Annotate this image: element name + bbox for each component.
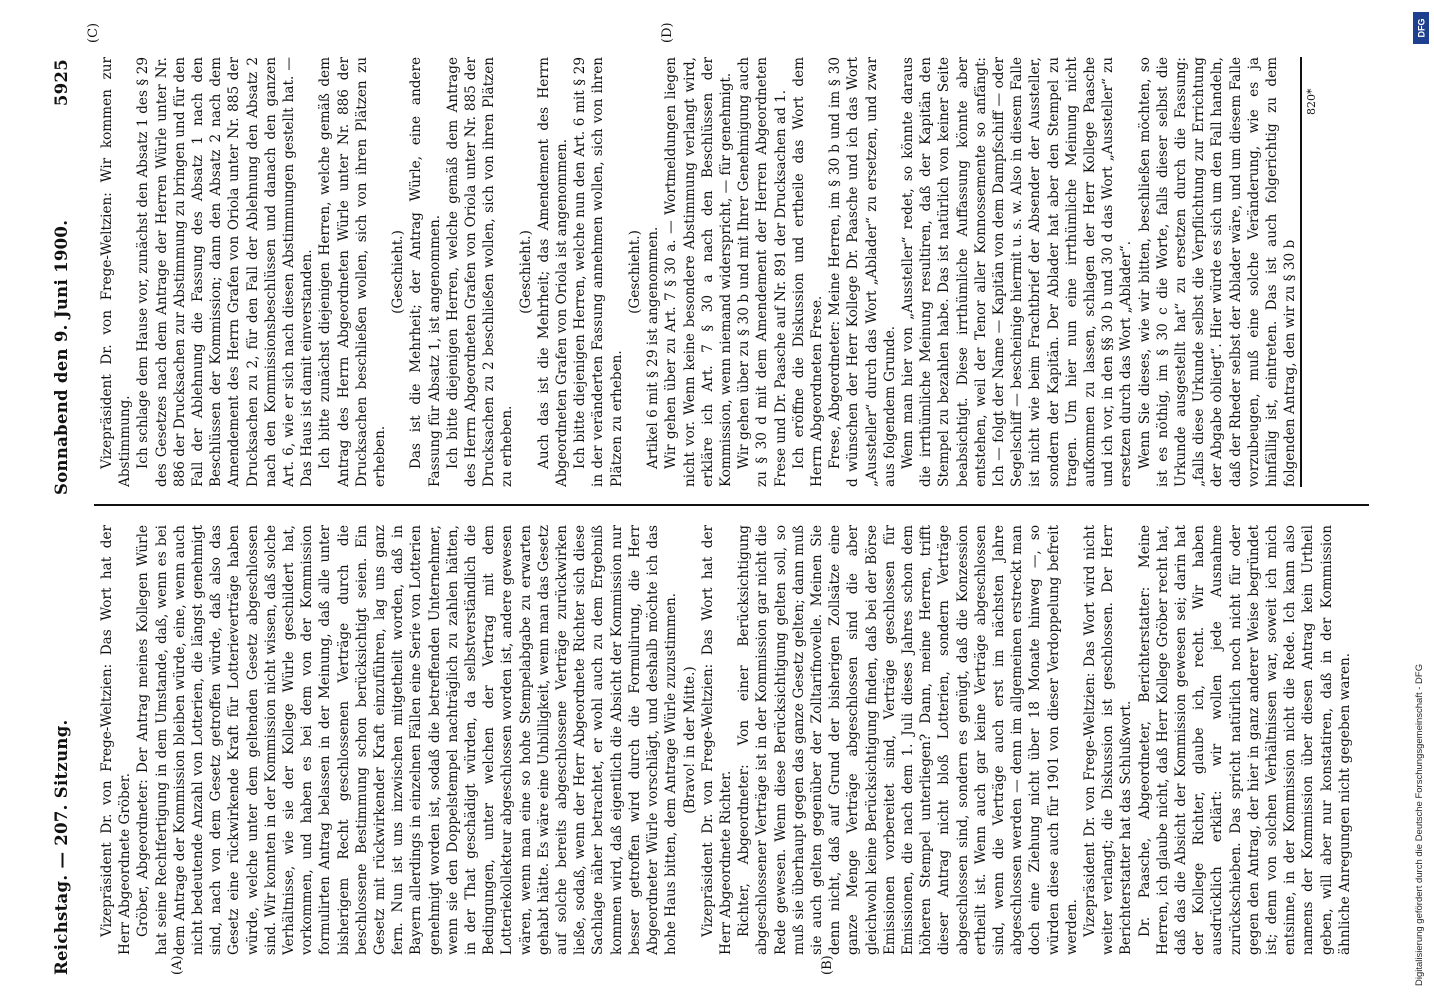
- paragraph: Artikel 6 mit § 29 ist angenommen.: [645, 226, 662, 469]
- right-column: [98, 57, 1370, 487]
- footer-rule: [1300, 57, 1302, 487]
- paragraph: Gröber, Abgeordneter: Der Antrag meines Kollegen Würle hat seine Rechtfertigung in dem Umstande, daß, wenn es bei dem Antrage der Kommission bleiben würde, eine, wenn auch nicht bedeutende Anzahl von Lotterien, die längst genehmigt sind, nach von dem Gesetz getroffen würde, daß also das Gesetz eine rückwirkende Kraft für Lotterieverträge haben würde, welche unter dem geltenden Gesetz abgeschlossen sind. Wir konnten in der Kommission nicht wissen, daß solche Verhältnisse, wie sie der Kollege Würle geschildert hat, vorkommen, und haben es bei dem von der Kommission formulirten Antrag belassen in der Meinung, daß alle unter bisherigem Recht geschlossenen Verträge durch die beschlossene Bestimmung schon berücksichtigt seien. Ein Gesetz mit rückwirkender Kraft einzuführen, lag uns ganz fern. Nun ist uns inzwischen mitgetheilt worden, daß in Bayern allerdings in einzelnen Fällen eine Serie von Lotterien genehmigt worden ist, sodaß die betreffenden Unternehmer, wenn sie den Doppelstempel nachträglich zu zahlen hätten, in der That geschädigt würden, da selbstverständlich die Bedingungen, unter welchen der Vertrag mit dem Lotteriekollekteur abgeschlossen worden ist, andere gewesen wären, wenn man eine so hohe Stempelabgabe zu erwarten gehabt hätte. Es wäre eine Unbilligkeit, wenn man das Gesetz auf solche bereits abgeschlossene Verträge zurückwirken ließe, sodaß, wenn der Herr Abgeordnete Richter sich diese Sachlage näher betrachtet, er wohl auch zu dem Ergebniß kommen wird, daß eigentlich die Absicht der Kommission nur besser getroffen wird durch die Formulirung, die Herr Abgeordneter Würle vorschlägt, und deshalb möchte ich das hohe Haus bitten, dem Antrage Würle zuzustimmen.: [135, 525, 680, 955]
- paragraph: Wir gehen über zu § 30 b und mit Ihrer Genehmigung auch zu § 30 d mit dem Amendement der Herren Abgeordneten Frese und Dr. Paasche auf Nr. 891 der Drucksachen ad 1.: [736, 57, 789, 487]
- paragraph: Frese, Abgeordneter: Meine Herren, im § 30 b und im § 30 d wünschen der Herr Kollege Dr. Paasche und ich das Wort „Aussteller“ durch das Wort „Ablader“ zu ersetzen, und zwar aus folgendem Grunde.: [827, 57, 898, 487]
- paragraph: Ich bitte diejenigen Herren, welche gemäß dem Antrage des Herrn Abgeordneten Grafen von Oriola unter Nr. 885 der Drucksachen zu 2 beschließen wollen, sich von ihren Plätzen zu erheben.: [444, 57, 516, 487]
- paragraph: Ich bitte zunächst diejenigen Herren, welche gemäß dem Antrag des Herrn Abgeordneten Würle unter Nr. 886 der Drucksachen beschließen wollen, sich von ihren Plätzen zu erheben.: [317, 57, 389, 487]
- paragraph: Wenn Sie dieses, wie wir bitten, beschließen möchten, so ist es nöthig, im § 30 c die Worte, falls dieser selbst die Urkunde ausgestellt hat“ zu ersetzen durch die Fassung: „falls diese Urkunde selbst die Verpflichtung zur Errichtung der Abgabe obliegt“. Hier würde es sich um den Fall handeln, daß der Rheder selbst der Ablader wäre, und um diesem Falle vorzubeugen, muß eine solche Veränderung, wie es ja hinfällig ist, eintreten. Das ist auch folgerichtig zu dem folgenden Antrag, den wir zu § 30 b: [1136, 57, 1299, 487]
- paragraph: (Geschieht.): [390, 230, 407, 314]
- paragraph: Das ist die Mehrheit; der Antrag Würle, eine andere Fassung für Absatz 1, ist angenommen.: [408, 57, 443, 487]
- paragraph: Ich eröffne die Diskussion und ertheile das Wort dem Herrn Abgeordneten Frese.: [790, 57, 825, 487]
- dfg-strip: [1412, 6, 1430, 986]
- margin-mark-a: (A): [170, 955, 185, 975]
- paragraph: Ich bitte diejenigen Herren, welche nun den Art. 6 mit § 29 in der veränderten Fassung annehmen wollen, sich von ihren Plätzen zu erheben.: [572, 57, 625, 487]
- running-header: [50, 55, 86, 975]
- margin-mark-d: (D): [660, 22, 675, 43]
- paragraph: Wir gehen über zu Art. 7 § 30 a. — Wortmeldungen liegen nicht vor. Wenn keine besondere Abstimmung verlangt wird, erkläre ich Art. 7 § 30 a nach den Beschlüssen der Kommission, wenn niemand widerspricht, — für genehmigt.: [663, 57, 734, 487]
- paragraph: Auch das ist die Mehrheit; das Amendement des Herrn Abgeordneten Grafen von Oriola ist angenommen.: [535, 57, 571, 487]
- paragraph: Vizepräsident Dr. von Frege-Weltzien: Das Wort hat der Herr Abgeordnete Richter.: [699, 525, 734, 955]
- paragraph: Wenn man hier von „Aussteller“ redet, so könnte daraus die irrthümliche Meinung resultiren, daß der Kapitän den Stempel zu bezahlen habe. Das ist natürlich von keiner Seite beabsichtigt. Diese irrthümliche Auffassung könnte aber entstehen, weil der Tenor aller Konnossemente so anfängt: Ich — folgt der Name — Kapitän von dem Dampfschiff — oder Segelschiff — bescheinige hiermit u. s. w. Also in diesem Falle ist nicht wie beim Frachtbrief der Absender der Aussteller, sondern der Kapitän. Der Ablader hat aber den Stempel zu tragen. Um hier nun eine irrthümliche Meinung nicht aufkommen zu lassen, schlagen der Herr Kollege Paasche und ich vor, in den §§ 30 b und 30 d das Wort „Aussteller“ zu ersetzen durch das Wort „Ablader“.: [899, 57, 1135, 487]
- rotated-page: [50, 22, 1370, 975]
- dfg-logo: [1413, 12, 1429, 44]
- paragraph: Ich schlage dem Hause vor, zunächst den Absatz 1 des § 29 des Gesetzes nach dem Antrage der Herren Würle unter Nr. 886 der Drucksachen zur Abstimmung zu bringen und für den Fall der Ablehnung die Fassung des Absatz 1 nach den Beschlüssen der Kommission; dann den Absatz 2 nach dem Amendement des Herrn Grafen von Oriola unter Nr. 885 der Drucksachen zu 2, für den Fall der Ablehnung den Absatz 2 nach den Kommissionsbeschlüssen und danach den ganzen Art. 6, wie er sich nach diesen Abstimmungen gestellt hat. — Das Haus ist damit einverstanden.: [135, 57, 316, 487]
- paragraph: Richter, Abgeordneter: Von einer Berücksichtigung abgeschlossener Verträge ist in der Kommission gar nicht die Rede gewesen. Wenn diese Berücksichtigung gelten soll, so muß sie überhaupt gegen das ganze Gesetz gelten; dann muß sie auch gelten gegenüber der Zolltarifnovelle. Meinen Sie denn nicht, daß auf Grund der bisherigen Zollsätze eine ganze Menge Verträge abgeschlossen sind die aber gleichwohl keine Berücksichtigung finden, daß bei der Börse Emissionen vorbereitet sind, Verträge geschlossen für Emissionen, die nach dem 1. Juli dieses Jahres schon dem höheren Stempel unterliegen? Dann, meine Herren, trifft dieser Antrag nicht bloß Lotterien, sondern Verträge abgeschlossen sind, sondern es genügt, daß die Konzession ertheilt ist. Wenn auch gar keine Verträge abgeschlossen sind, wenn die Verträge auch erst im nächsten Jahre abgeschlossen werden — denn im allgemeinen erstreckt man doch eine Ziehung nicht über 18 Monate hinweg —, so würden diese auch für 1901 von dieser Verdoppelung befreit werden.: [736, 525, 1080, 955]
- dfg-notice: Digitalisierung gefördert durch die Deutsche Forschungsgemeinschaft - DFG: [1414, 663, 1425, 986]
- left-column: [98, 525, 1370, 955]
- paragraph: Vizepräsident Dr. von Frege-Weltzien: Das Wort hat der Herr Abgeordnete Gröber.: [99, 525, 134, 955]
- signature-mark: 820*: [1305, 88, 1318, 115]
- column-divider: [94, 504, 1369, 506]
- dfg-logo-text: DFG: [1416, 18, 1426, 38]
- paragraph: Vizepräsident Dr. von Frege-Weltzien: Das Wort wird nicht weiter verlangt; die Diskussion ist geschlossen. Der Herr Berichterstatter hat das Schlußwort.: [1081, 525, 1135, 955]
- header-middle: Sonnabend den 9. Juni 1900.: [52, 219, 71, 495]
- paragraph: (Geschieht.): [626, 230, 643, 314]
- margin-mark-c: (C): [86, 22, 101, 43]
- page-number: 5925: [52, 59, 71, 107]
- paragraph: Dr. Paasche, Abgeordneter, Berichterstatter: Meine Herren, ich glaube nicht, daß Herr Kollege Gröber recht hat, daß das die Absicht der Kommission gewesen sei; darin hat der Kollege Richter, glaube ich, recht. Wir haben ausdrücklich erklärt: wir wollen jede Ausnahme zurückschieben. Das spricht natürlich noch nicht für oder gegen den Antrag, der hier in ganz anderer Weise begründet ist; denn von solchen Verhältnissen war, soweit ich mich entsinne, in der Kommission nicht die Rede. Ich kann also namens der Kommission über diesen Antrag kein Urtheil geben, will aber nur konstatiren, daß in der Kommission ähnliche Anregungen nicht gegeben waren.: [1136, 525, 1353, 955]
- paragraph: Vizepräsident Dr. von Frege-Weltzien: Wir kommen zur Abstimmung.: [99, 57, 134, 487]
- paragraph: (Geschieht.): [517, 230, 534, 314]
- margin-mark-b: (B): [820, 955, 835, 975]
- paragraph: (Bravo! in der Mitte.): [681, 666, 698, 814]
- header-left: Reichstag. — 207. Sitzung.: [52, 719, 71, 975]
